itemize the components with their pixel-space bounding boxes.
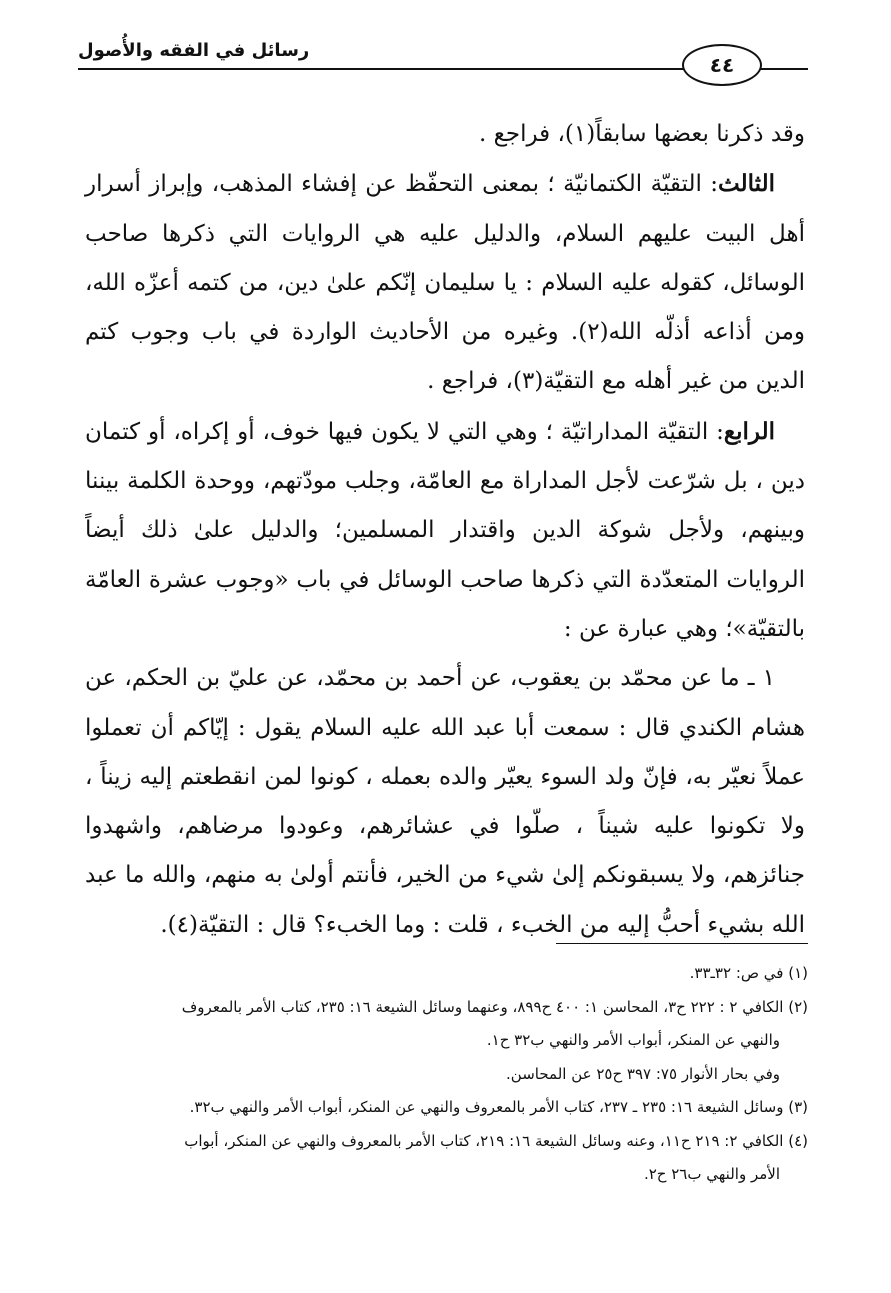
- paragraph-1: وقد ذكرنا بعضها سابقاً(١)، فراجع .: [479, 121, 805, 147]
- paragraph-3: [85, 407, 805, 654]
- footnote-2-continuation: والنهي عن المنكر، أبواب الأمر والنهي ب٣٢ ح١.: [486, 1031, 780, 1049]
- paragraph-4: ١ ـ ما عن محمّد بن يعقوب، عن أحمد بن محمّد، عن عليّ بن الحكم، عن هشام الكندي قال : سمعت أبا عبد الله عليه السلام يقول : إيّاكم أن تعملوا عملاً نعيّر به، فإنّ ولد السوء يعيّر والده بعمله ، كونوا لمن انقطعتم إليه زيناً ، ولا تكونوا عليه شيناً ، صلّوا في عشائرهم، وعودوا مرضاهم، واشهدوا جنائزهم، ولا يسبقونكم إلىٰ شيء من الخير، فأنتم أولىٰ به منهم، والله ما عبد الله بشيء أحبُّ إليه من الخبء ، قلت : وما الخبء؟ قال : التقيّة(٤).: [85, 665, 805, 938]
- paragraph-3-text: : التقيّة المداراتيّة ؛ وهي التي لا يكون فيها خوف، أو إكراه، أو كتمان دين ، بل شرّعت لأجل المداراة مع العامّة، وجلب مودّتهم، ووحدة الكلمة بيننا وبينهم، ولأجل شوكة الدين واقتدار المسلمين؛ والدليل علىٰ ذلك أيضاً الروايات المتعدّدة التي ذكرها صاحب الوسائل في باب «وجوب عشرة العامّة بالتقيّة»؛ وهي عبارة عن :: [85, 418, 805, 642]
- page-header: [78, 36, 808, 78]
- paragraph-2: [85, 159, 805, 406]
- footnote-3: (٣) وسائل الشيعة ١٦: ٢٣٥ ـ ٢٣٧، كتاب الأمر بالمعروف والنهي عن المنكر، أبواب الأمر والنهي ب٣٢.: [189, 1098, 808, 1116]
- footnote-1: (١) في ص: ٣٢ـ٣٣.: [689, 964, 808, 982]
- paragraph-2-text: : التقيّة الكتمانيّة ؛ بمعنى التحفّظ عن إفشاء المذهب، وإبراز أسرار أهل البيت عليهم السلام، والدليل عليه هي الروايات التي ذكرها صاحب الوسائل، كقوله عليه السلام : يا سليمان إنّكم علىٰ دين، من كتمه أعزّه الله، ومن أذاعه أذلّه الله(٢). وغيره من الأحاديث الواردة في باب وجوب كتم الدين من غير أهله مع التقيّة(٣)، فراجع .: [85, 171, 805, 395]
- footnote-2-note: وفي بحار الأنوار ٧٥: ٣٩٧ ح٢٥ عن المحاسن.: [506, 1064, 780, 1083]
- footnote-4: (٤) الكافي ٢: ٢١٩ ح١١، وعنه وسائل الشيعة ١٦: ٢١٩، كتاب الأمر بالمعروف والنهي عن المنكر، أبواب: [184, 1131, 808, 1150]
- paragraph-3-lead: الرابع: [723, 417, 775, 445]
- page-number: ٤٤: [682, 44, 762, 86]
- footnote-separator: [556, 943, 808, 944]
- main-text: [85, 110, 805, 950]
- running-title: رسائل في الفقه والأُصول: [78, 40, 319, 61]
- footnote-4-continuation: الأمر والنهي ب٢٦ ح٢.: [643, 1165, 780, 1183]
- footnotes: [82, 957, 808, 1192]
- footnote-2: (٢) الكافي ٢ : ٢٢٢ ح٣، المحاسن ١: ٤٠٠ ح٨٩٩، وعنهما وسائل الشيعة ١٦: ٢٣٥، كتاب الأمر بالمعروف: [181, 997, 808, 1016]
- paragraph-2-lead: الثالث: [718, 170, 775, 198]
